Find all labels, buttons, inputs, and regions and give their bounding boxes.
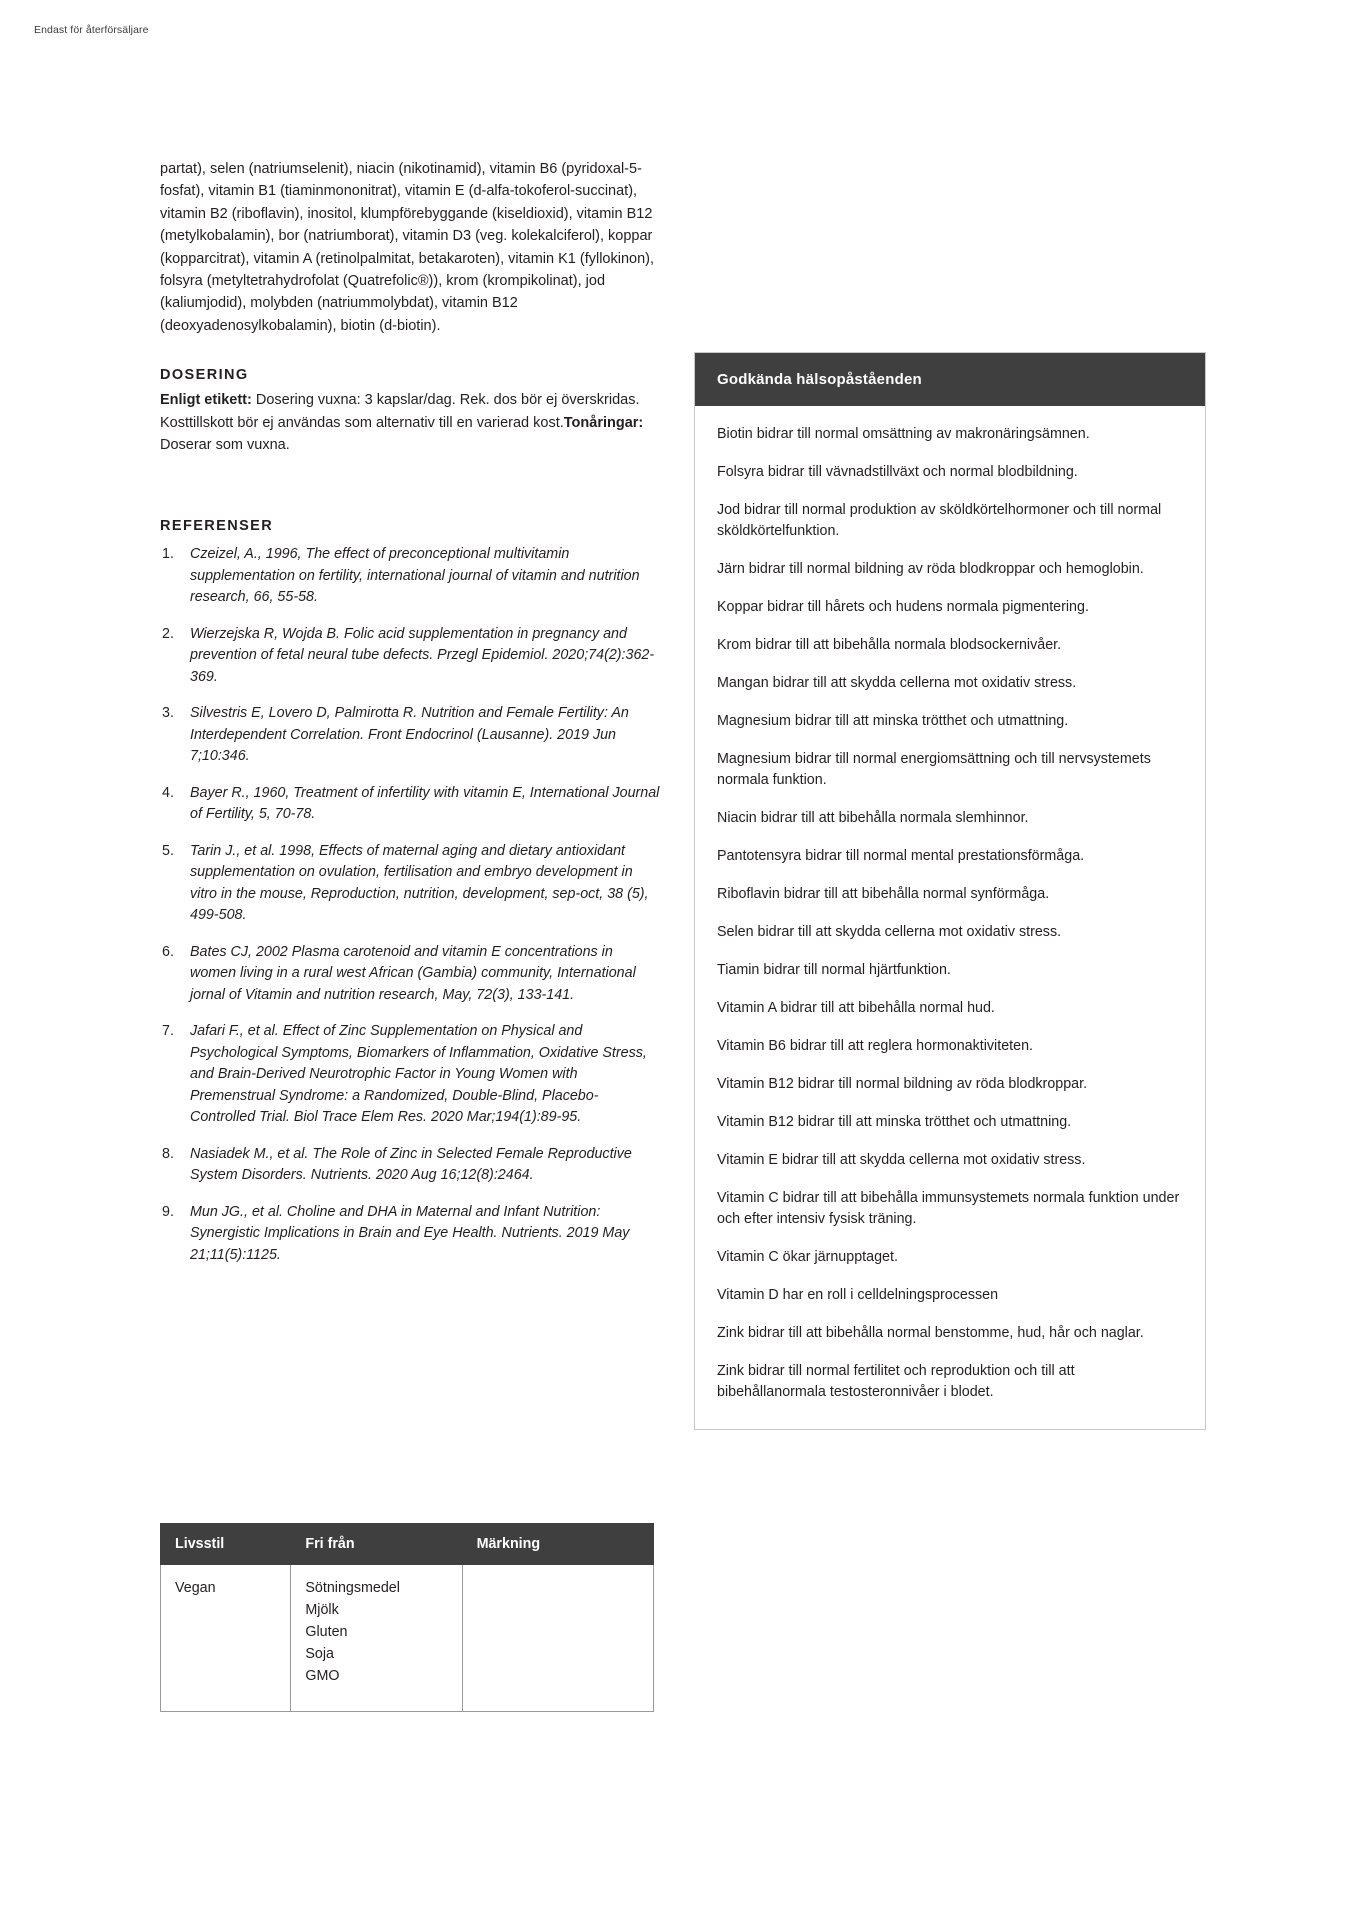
references-heading: REFERENSER xyxy=(160,518,274,535)
fri-fran-item: Gluten xyxy=(305,1624,348,1640)
table-head xyxy=(161,1524,654,1565)
fri-fran-item: Mjölk xyxy=(305,1602,339,1618)
health-claim-item: Järn bidrar till normal bildning av röda blodkroppar och hemoglobin. xyxy=(717,561,1144,577)
ingredients-paragraph: partat), selen (natriumselenit), niacin (nikotinamid), vitamin B6 (pyridoxal-5-fosfat), vitamin B1 (tiaminmononitrat), vitamin E (d-alfa-tokoferol-succinat), vitamin B2 (riboflavin), inositol, klumpförebyggande (kiseldioxid), vitamin B12 (metylkobalamin), bor (natriumborat), vitamin D3 (veg. kolekalciferol), koppar (kopparcitrat), vitamin A (retinolpalmitat, betakaroten), vitamin K1 (fyllokinon), folsyra (metyltetrahydrofolat (Quatrefolic®)), krom (krompikolinat), jod (kaliumjodid), molybden (natriummolybdat), vitamin B12 (deoxyadenosylkobalamin), biotin (d-biotin). xyxy=(160,161,655,334)
table-header-row xyxy=(161,1524,654,1565)
health-claim-item: Mangan bidrar till att skydda cellerna mot oxidativ stress. xyxy=(717,675,1077,691)
health-claim-item: Vitamin B12 bidrar till att minska trötthet och utmattning. xyxy=(717,1114,1072,1130)
dosing-heading: DOSERING xyxy=(160,367,249,384)
health-claim-item: Riboflavin bidrar till att bibehålla normal synförmåga. xyxy=(717,886,1050,902)
health-claim-item: Vitamin B6 bidrar till att reglera hormonaktiviteten. xyxy=(717,1038,1034,1054)
health-claims-title: Godkända hälsopåståenden xyxy=(695,353,1205,406)
health-claim-item: Tiamin bidrar till normal hjärtfunktion. xyxy=(717,962,951,978)
health-claim-item: Vitamin C ökar järnupptaget. xyxy=(717,1249,898,1265)
lifestyle-table xyxy=(160,1523,654,1712)
reference-item: Tarin J., et al. 1998, Effects of maternal aging and dietary antioxidant supplementation on ovulation, fertilisation and embryo development in vitro in the mouse, Reproduction, nutrition, development, sep-oct, 38 (5), 499-508. xyxy=(190,842,649,924)
dosing-label-adult: Enligt etikett: xyxy=(160,392,252,409)
cell-fri-fran xyxy=(291,1565,462,1712)
fri-fran-item: Soja xyxy=(305,1646,334,1662)
health-claim-item: Folsyra bidrar till vävnadstillväxt och normal blodbildning. xyxy=(717,464,1078,480)
health-claim-item: Magnesium bidrar till att minska trötthet och utmattning. xyxy=(717,713,1069,729)
health-claim-item: Vitamin E bidrar till att skydda cellerna mot oxidativ stress. xyxy=(717,1152,1086,1168)
health-claim-item: Selen bidrar till att skydda cellerna mot oxidativ stress. xyxy=(717,924,1062,940)
health-claim-item: Vitamin C bidrar till att bibehålla immunsystemets normala funktion under och efter intensiv fysisk träning. xyxy=(717,1190,1180,1227)
reference-item: Bayer R., 1960, Treatment of infertility with vitamin E, International Journal of Fertility, 5, 70-78. xyxy=(190,784,660,823)
health-claim-item: Vitamin A bidrar till att bibehålla normal hud. xyxy=(717,1000,995,1016)
reference-item: Jafari F., et al. Effect of Zinc Supplementation on Physical and Psychological Symptoms, Biomarkers of Inflammation, Oxidative Stress, and Brain-Derived Neurotrophic Factor in Young Women with Premenstrual Syndrome: a Randomized, Double-Blind, Placebo-Controlled Trial. Biol Trace Elem Res. 2020 Mar;194(1):89-95. xyxy=(190,1023,647,1126)
dosing-label-teen: Tonåringar: xyxy=(563,414,644,431)
reference-item: Nasiadek M., et al. The Role of Zinc in Selected Female Reproductive System Disorders. Nutrients. 2020 Aug 16;12(8):2464. xyxy=(190,1145,632,1184)
reference-item: Mun JG., et al. Choline and DHA in Maternal and Infant Nutrition: Synergistic Implications in Brain and Eye Health. Nutrients. 2019 May 21;11(5):1125. xyxy=(190,1203,630,1263)
table-row xyxy=(161,1565,654,1712)
dosing-paragraph xyxy=(160,389,660,456)
health-claim-item: Pantotensyra bidrar till normal mental prestationsförmåga. xyxy=(717,848,1085,864)
reference-item: Wierzejska R, Wojda B. Folic acid supplementation in pregnancy and prevention of fetal neural tube defects. Przegl Epidemiol. 2020;74(2):362-369. xyxy=(190,625,655,685)
left-column xyxy=(160,158,660,1281)
health-claim-item: Krom bidrar till att bibehålla normala blodsockernivåer. xyxy=(717,637,1062,653)
table-body xyxy=(161,1565,654,1712)
health-claim-item: Zink bidrar till normal fertilitet och reproduktion och till att bibehållanormala testosteronnivåer i blodet. xyxy=(717,1363,1075,1400)
reference-item: Silvestris E, Lovero D, Palmirotta R. Nutrition and Female Fertility: An Interdependent Correlation. Front Endocrinol (Lausanne). 2019 Jun 7;10:346. xyxy=(190,705,629,765)
health-claim-item: Vitamin B12 bidrar till normal bildning av röda blodkroppar. xyxy=(717,1076,1088,1092)
health-claim-item: Biotin bidrar till normal omsättning av makronäringsämnen. xyxy=(717,426,1090,442)
dosing-text-teen: Doserar som vuxna. xyxy=(160,437,290,454)
reseller-note: Endast för återförsäljare xyxy=(34,24,149,36)
health-claim-item: Vitamin D har en roll i celldelningsprocessen xyxy=(717,1287,999,1303)
health-claim-item: Magnesium bidrar till normal energiomsättning och till nervsystemets normala funktion. xyxy=(717,751,1151,788)
dosing-text-adult: Dosering vuxna: 3 kapslar/dag. Rek. dos bör ej överskridas. Kosttillskott bör ej användas som alternativ till en varierad kost. xyxy=(160,392,640,431)
health-claims-list xyxy=(695,406,1205,1429)
reference-item: Czeizel, A., 1996, The effect of preconceptional multivitamin supplementation on fertility, international journal of vitamin and nutrition research, 66, 55-58. xyxy=(190,546,640,606)
health-claim-item: Zink bidrar till att bibehålla normal benstomme, hud, hår och naglar. xyxy=(717,1325,1144,1341)
health-claims-panel xyxy=(694,352,1206,1430)
references-list xyxy=(160,544,660,1266)
column-header-fri-fran: Fri från xyxy=(291,1524,462,1565)
cell-markning xyxy=(462,1565,653,1712)
health-claim-item: Niacin bidrar till att bibehålla normala slemhinnor. xyxy=(717,810,1029,826)
reference-item: Bates CJ, 2002 Plasma carotenoid and vitamin E concentrations in women living in a rural west African (Gambia) community, International jornal of Vitamin and nutrition research, May, 72(3), 133-141. xyxy=(190,943,636,1003)
health-claim-item: Koppar bidrar till hårets och hudens normala pigmentering. xyxy=(717,599,1089,615)
cell-livsstil: Vegan xyxy=(161,1565,291,1712)
fri-fran-item: GMO xyxy=(305,1668,340,1684)
health-claim-item: Jod bidrar till normal produktion av sköldkörtelhormoner och till normal sköldkörtelfunktion. xyxy=(717,502,1162,539)
column-header-markning: Märkning xyxy=(462,1524,653,1565)
fri-fran-item: Sötningsmedel xyxy=(305,1580,400,1596)
column-header-livsstil: Livsstil xyxy=(161,1524,291,1565)
